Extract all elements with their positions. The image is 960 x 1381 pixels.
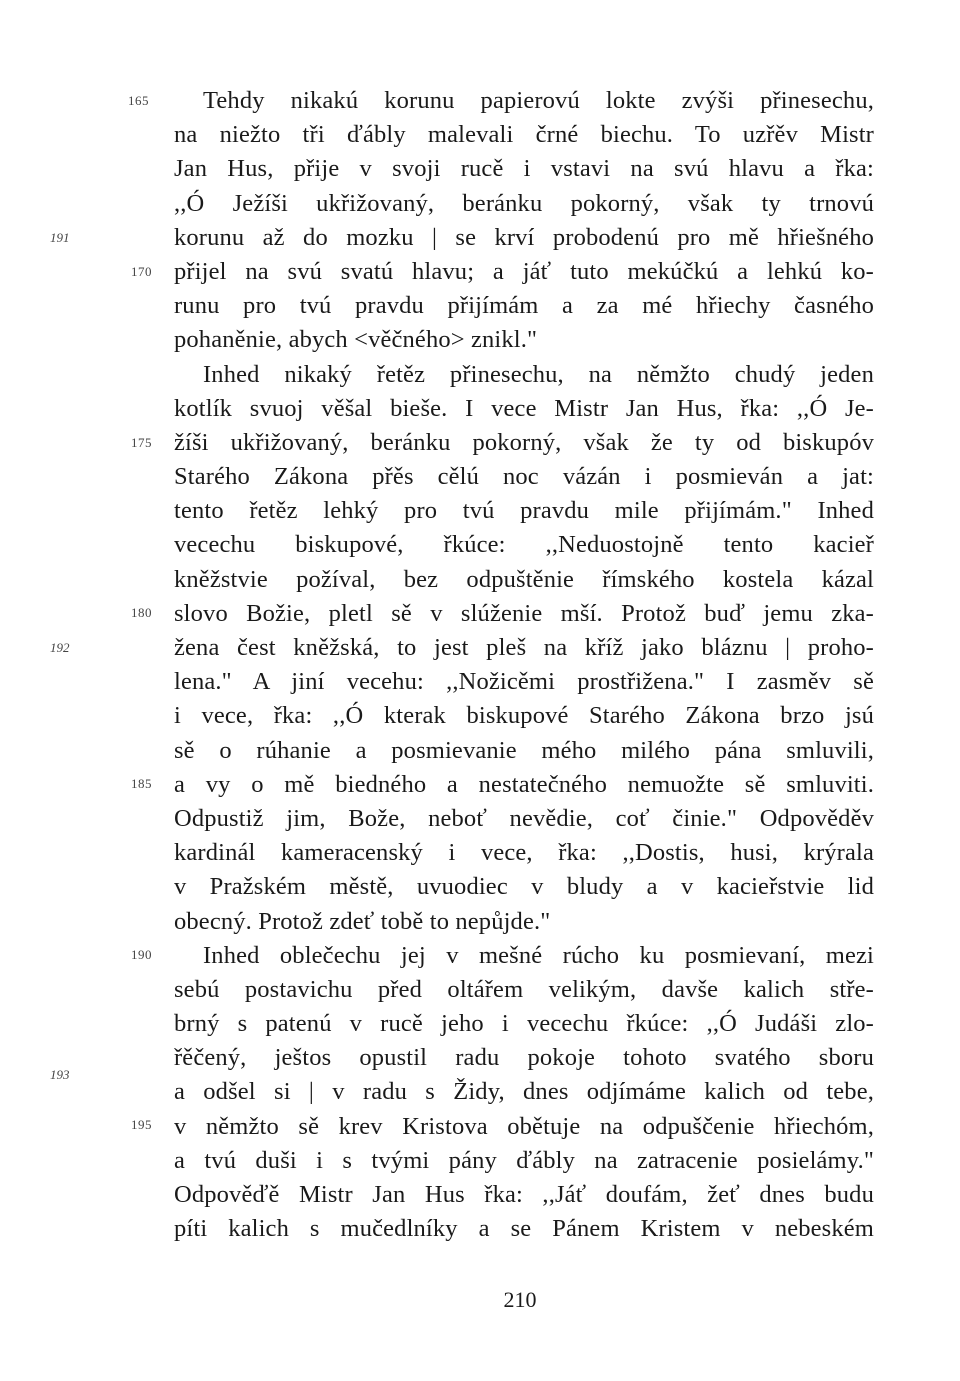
text-line: lena." A jiní vecehu: ,,Nožicěmi prostřižena." I zasměv sě: [174, 668, 874, 696]
line-number: 195: [131, 1117, 152, 1132]
text-line: Jan Hus, přije v svoji rucě i vstavi na svú hlavu a řka:: [174, 155, 874, 183]
text-line: brný s patenú v rucě jeho i vecechu řkúce: ,,Ó Judáši zlo-: [174, 1010, 874, 1038]
text-line: přijel na svú svatú hlavu; a jáť tuto mekúčkú a lehkú ko-: [174, 257, 874, 285]
text-line: a odšel si | v radu s Židy, dnes odjímáme kalich od tebe,: [174, 1078, 874, 1106]
line-number: 190: [131, 947, 152, 962]
text-line: píti kalich s mučedlníky a se Pánem Kristem v nebeském: [174, 1215, 874, 1243]
text-line: v Pražském městě, uvuodiec v bludy a v kacieřstvie lid: [174, 873, 874, 901]
line-number: 185: [131, 776, 152, 791]
line-number: 175: [131, 435, 152, 450]
text-line: a tvú duši i s tvými pány ďábly na zatracenie posielámy.": [174, 1146, 874, 1174]
text-line: na niežto tři ďábly malevali črné biechu. To uzřěv Mistr: [174, 121, 874, 149]
line-number: 180: [131, 605, 152, 620]
text-line: žena čest kněžská, to jest pleš na kříž jako bláznu | proho-: [174, 634, 874, 661]
body-text: [174, 84, 874, 1246]
page-number: 210: [503, 1287, 537, 1312]
text-line: žíši ukřižovaný, beránku pokorný, však že ty od biskupóv: [174, 428, 874, 456]
text-line: runu pro tvú pravdu přijímám a za mé hřiechy časného: [174, 292, 874, 320]
text-line: pohaněnie, abych <věčného> znikl.": [174, 326, 538, 354]
text-line: v němžto sě krev Kristova obětuje na odpuščenie hřiechóm,: [174, 1112, 874, 1140]
text-line: tento řetěz lehký pro tvú pravdu mile přijímám." Inhed: [174, 497, 874, 525]
text-line: Inhed nikaký řetěz přinesechu, na němžto chudý jeden: [203, 360, 874, 388]
text-line: kardinál kameracenský i vece, řka: ,,Dostis, husi, krýrala: [174, 839, 874, 867]
text-line: kotlík svuoj věšal bieše. I vece Mistr Jan Hus, řka: ,,Ó Je-: [174, 394, 874, 422]
text-line: i vece, řka: ,,Ó kterak biskupové Starého Zákona brzo jsú: [174, 702, 874, 730]
text-line: Starého Zákona přěs cělú noc vázán i posmieván a jat:: [174, 463, 874, 491]
text-line: Odpověďě Mistr Jan Hus řka: ,,Jáť doufám, žeť dnes budu: [174, 1181, 874, 1208]
text-line: řěčený, ještos opustil radu pokoje tohoto svatého sboru: [174, 1044, 874, 1072]
text-line: Inhed oblečechu jej v mešné rúcho ku posmievaní, mezi: [203, 941, 874, 969]
text-line: slovo Božie, pletl sě v slúženie mší. Protož buď jemu zka-: [174, 599, 874, 627]
line-number: 165: [128, 93, 149, 108]
text-line: a vy o mě biedného a nestatečného nemuožte sě smluviti.: [174, 770, 874, 798]
text-line: ,,Ó Ježíši ukřižovaný, beránku pokorný, však ty trnovú: [174, 189, 874, 217]
text-line: korunu až do mozku | se krví probodenú pro mě hřiešného: [174, 223, 874, 251]
text-line: vecechu biskupové, řkúce: ,,Neduostojně tento kacieř: [174, 531, 874, 559]
folio-reference: 192: [50, 640, 70, 655]
folio-reference: 191: [50, 230, 70, 245]
line-number: 170: [131, 264, 152, 279]
text-line: kněžstvie požíval, bez odpuštěnie římského kostela kázal: [174, 565, 874, 593]
text-line: sebú postavichu před oltářem velikým, davše kalich stře-: [174, 975, 874, 1003]
text-line: Odpustiž jim, Bože, neboť nevědie, coť činie." Odpověděv: [174, 804, 874, 832]
text-line: sě o rúhanie a posmievanie mého milého pána smluvili,: [174, 736, 874, 764]
folio-reference: 193: [50, 1067, 70, 1082]
text-line: Tehdy nikakú korunu papierovú lokte zvýši přinesechu,: [203, 87, 874, 114]
text-line: obecný. Protož zdeť tobě to nepůjde.": [174, 907, 551, 935]
